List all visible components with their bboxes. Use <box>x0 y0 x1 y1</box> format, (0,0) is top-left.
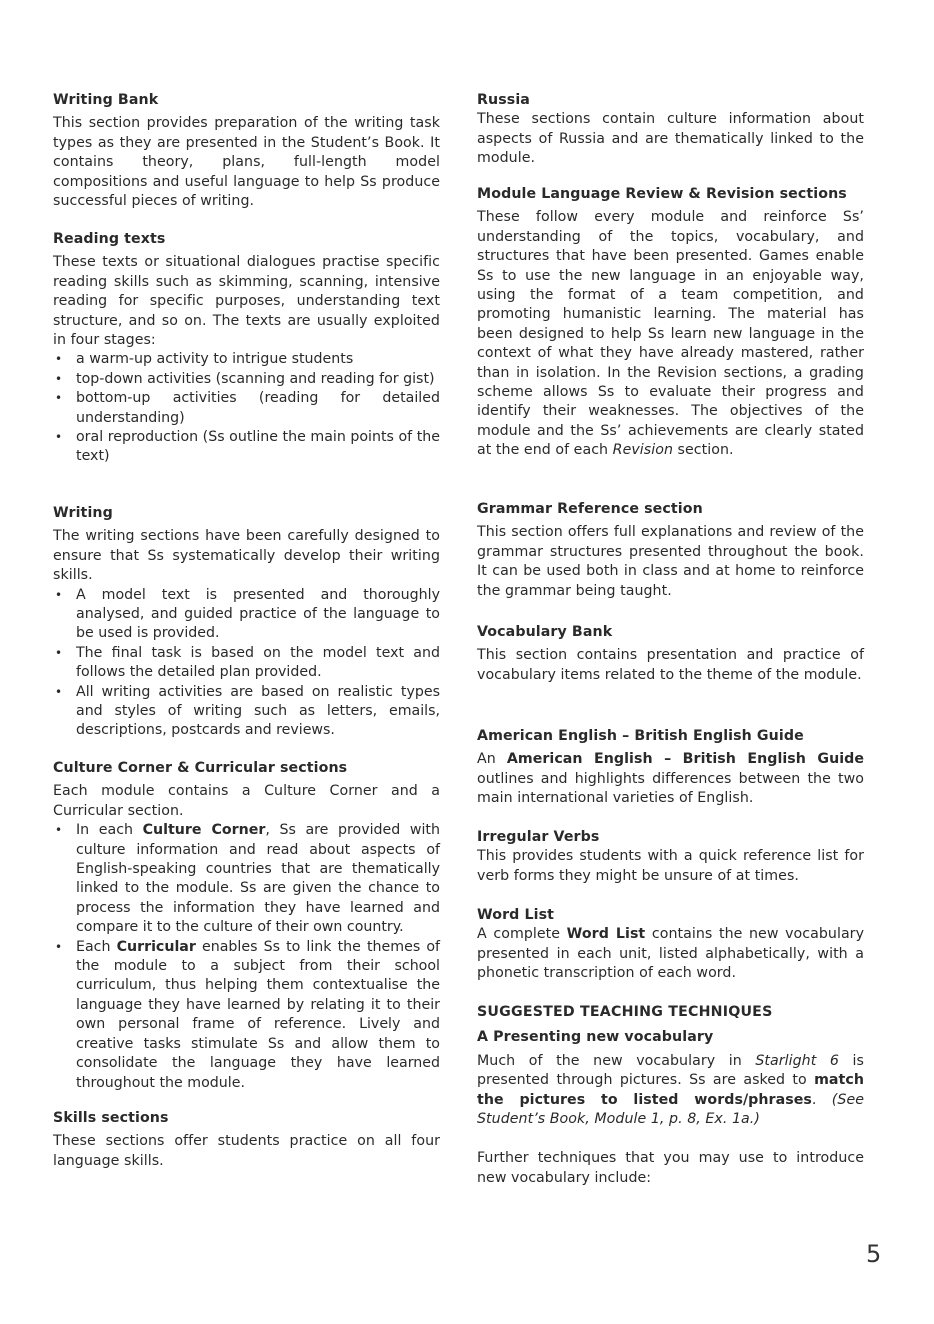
section-heading: Vocabulary Bank <box>477 624 613 640</box>
list-item: • Each Curricular enables Ss to link the themes of the module to a subject from their school curriculum, thus helping them contextualise the language they have learned by relating it to their own personal frame of reference. Lively and creative tasks stimulate Ss and allow them to consolidate the language they have learned throughout the module. <box>55 938 440 1091</box>
bullet-icon: • <box>55 939 63 954</box>
bullet-icon: • <box>55 823 63 838</box>
list-item: • top-down activities (scanning and reading for gist) <box>53 370 440 389</box>
section-irregular-verbs <box>477 828 864 886</box>
list-item: • In each Culture Corner, Ss are provided with culture information and read about aspects of English-speaking countries that are thematically linked to the module. Ss are given the chance to process the information they have learned and compare it to the culture of their own country. <box>55 822 440 936</box>
section-teaching-techniques <box>477 1003 864 1188</box>
section-body: An American English – British English Guide outlines and highlights differences between the two main international varieties of English. <box>477 751 865 807</box>
section-body: Each module contains a Culture Corner and a Curricular section. <box>53 783 440 819</box>
section-body: These sections offer students practice on all four language skills. <box>53 1133 440 1169</box>
section-writing-bank <box>53 91 440 211</box>
bullet-list <box>53 586 440 741</box>
list-item: • A model text is presented and thoroughly analysed, and guided practice of the language to be used is provided. <box>55 586 440 642</box>
section-writing <box>53 504 440 741</box>
bullet-icon: • <box>55 684 63 699</box>
section-heading: Module Language Review & Revision sections <box>477 186 847 202</box>
bullet-icon: • <box>55 430 63 445</box>
section-body: This provides students with a quick reference list for verb forms they might be unsure of at times. <box>477 848 864 884</box>
section-heading: Writing <box>53 505 113 521</box>
section-body: This section contains presentation and practice of vocabulary items related to the theme of the module. <box>477 647 864 683</box>
section-grammar-reference <box>477 500 864 601</box>
section-body: The writing sections have been carefully designed to ensure that Ss systematically develop their writing skills. <box>53 528 440 584</box>
section-vocabulary-bank <box>477 623 864 685</box>
section-heading: Culture Corner & Curricular sections <box>53 760 348 776</box>
section-culture-corner <box>53 759 440 1093</box>
list-item: • oral reproduction (Ss outline the main points of the text) <box>55 429 440 465</box>
bullet-list <box>53 350 440 466</box>
section-subheading: A Presenting new vocabulary <box>477 1029 714 1046</box>
section-body: Further techniques that you may use to introduce new vocabulary include: <box>477 1150 864 1186</box>
section-russia <box>477 91 864 169</box>
section-body: This section offers full explanations and review of the grammar structures presented throughout the book. It can be used both in class and at home to reinforce the grammar being taught. <box>477 524 864 599</box>
list-item: • bottom-up activities (reading for detailed understanding) <box>55 390 440 426</box>
bullet-list <box>53 821 440 1093</box>
list-item: • All writing activities are based on realistic types and styles of writing such as letters, emails, descriptions, postcards and reviews. <box>55 683 440 739</box>
section-skills <box>53 1109 440 1171</box>
list-item: • The final task is based on the model text and follows the detailed plan provided. <box>55 644 440 681</box>
bullet-icon: • <box>55 645 63 660</box>
bullet-icon: • <box>55 587 63 602</box>
section-body: A complete Word List contains the new vocabulary presented in each unit, listed alphabetically, with a phonetic transcription of each word. <box>477 926 865 982</box>
section-heading: Grammar Reference section <box>477 501 703 517</box>
section-heading: Reading texts <box>53 231 166 247</box>
section-body: Much of the new vocabulary in Starlight 6 is presented through pictures. Ss are asked to match the pictures to listed words/phrases. (See Student’s Book, Module 1, p. 8, Ex. 1a.) <box>477 1052 864 1128</box>
section-heading: Writing Bank <box>53 92 159 108</box>
section-module-review <box>477 185 864 461</box>
section-body: These texts or situational dialogues practise specific reading skills such as skimming, scanning, intensive reading for specific purposes, understanding text structure, and so on. The texts are usually exploited in four stages: <box>53 254 440 349</box>
section-heading: Word List <box>477 907 555 923</box>
section-heading: Irregular Verbs <box>477 829 600 845</box>
section-heading: Russia <box>477 92 530 108</box>
section-body: These sections contain culture information about aspects of Russia and are thematically linked to the module. <box>477 111 864 167</box>
bullet-icon: • <box>55 352 63 367</box>
section-word-list <box>477 906 864 984</box>
section-heading: SUGGESTED TEACHING TECHNIQUES <box>477 1004 773 1020</box>
bullet-icon: • <box>55 371 63 386</box>
section-reading-texts <box>53 230 440 467</box>
section-body: These follow every module and reinforce Ss’ understanding of the topics, vocabulary, and structures that have been presented. Games enable Ss to use the new language in an enjoyable way, using the format of a team competition, and promoting humanistic learning. The material has been designed to help Ss learn new language in the context of what they have already mastered, rather than in isolation. In the Revision sections, a grading scheme allows Ss to evaluate their progress and identify their weaknesses. The objectives of the module and the Ss’ achievements are clearly stated at the end of each Revision section. <box>477 209 864 459</box>
page-number: 5 <box>866 1240 882 1268</box>
section-heading: Skills sections <box>53 1110 169 1126</box>
bullet-icon: • <box>55 391 63 406</box>
list-item: • a warm-up activity to intrigue students <box>53 350 440 369</box>
section-heading: American English – British English Guide <box>477 728 804 744</box>
section-body: This section provides preparation of the writing task types as they are presented in the Student’s Book. It contains theory, plans, full-length model compositions and useful language to help Ss produce successful pieces of writing. <box>53 115 440 210</box>
section-american-british-guide <box>477 727 864 809</box>
